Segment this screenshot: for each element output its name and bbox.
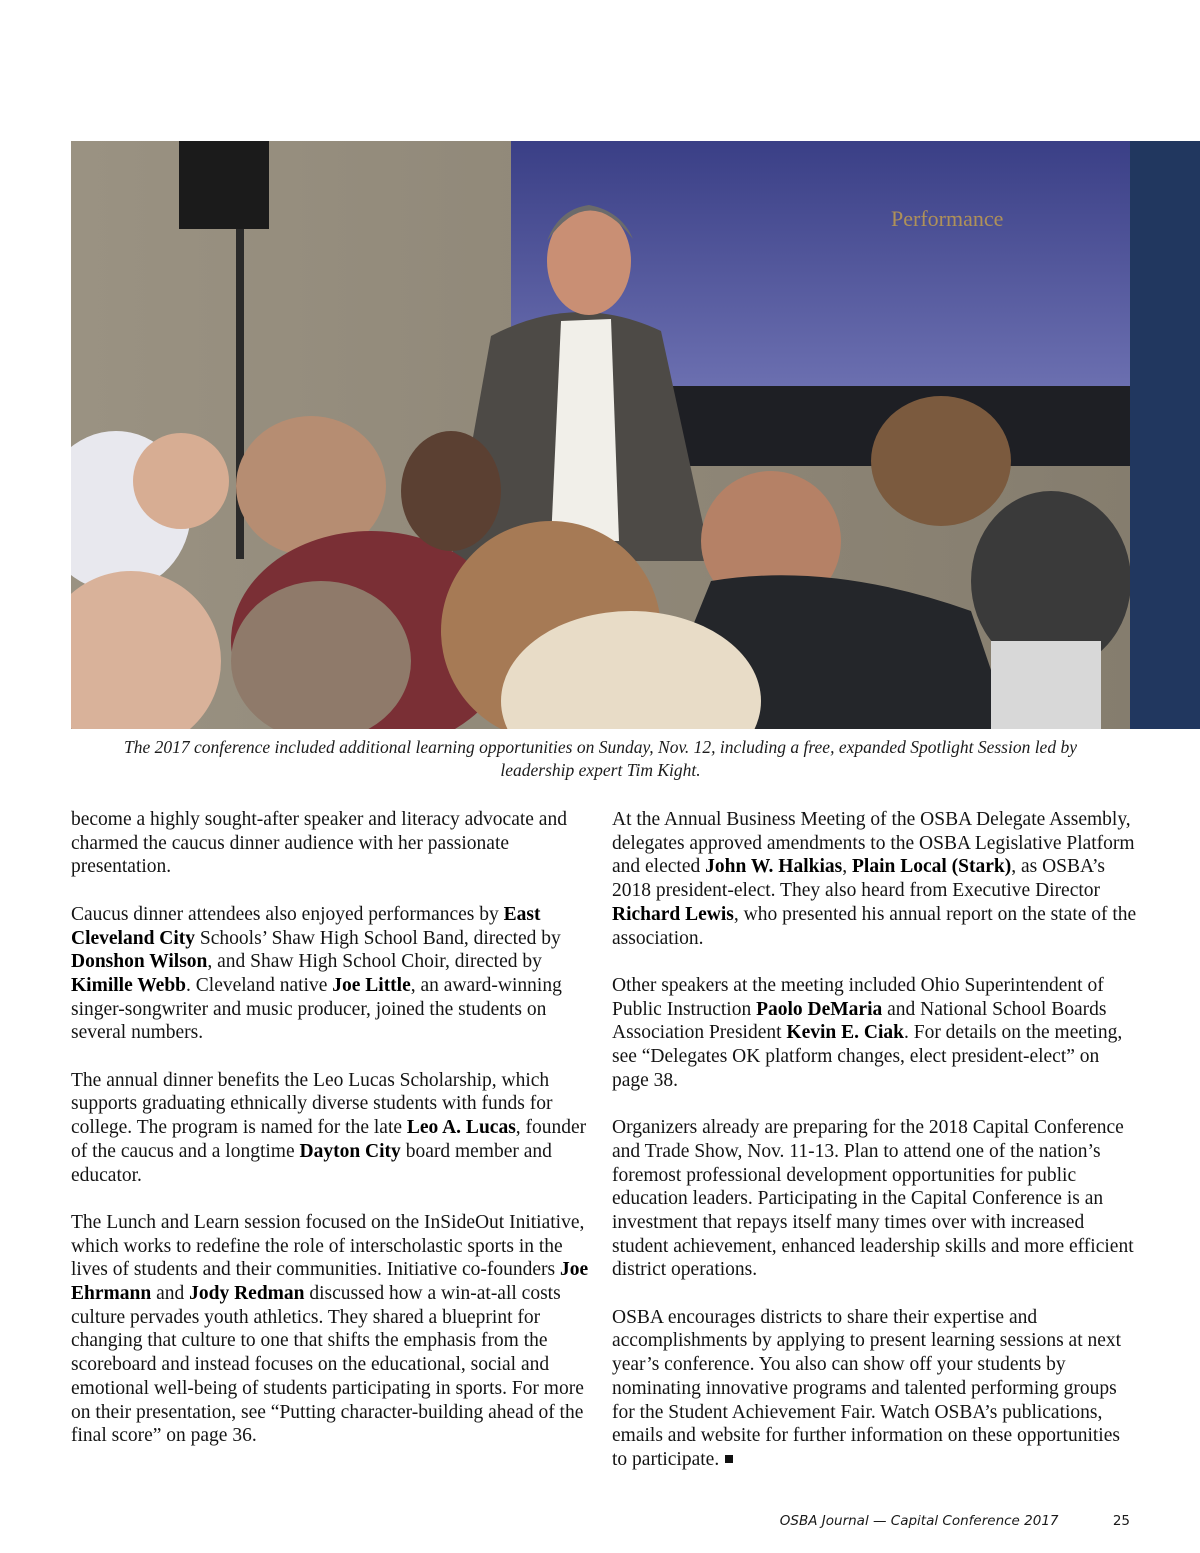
- name-bold: Joe Ehrmann: [71, 1259, 589, 1305]
- name-bold: Dayton City: [299, 1140, 401, 1162]
- text-run: and National School Boards Association President: [612, 998, 1107, 1044]
- name-bold: John W. Halkias: [705, 856, 843, 878]
- text-run: , founder of the caucus and a longtime: [71, 1117, 587, 1162]
- paragraph: [612, 974, 1137, 1093]
- left-column: [71, 808, 591, 1472]
- text-run: discussed how a win-at-all costs culture pervades youth athletics. They shared a blueprint for changing that culture to one that shifts the emphasis from the scoreboard and instead focuses on the educational, social and emotional well-being of students participating in sports. For more on their presentation, see “Putting character-building ahead of the final score” on page 36.: [71, 1283, 584, 1447]
- paragraph: [71, 903, 591, 1045]
- text-run: Schools’ Shaw High School Band, directed by: [195, 927, 561, 949]
- text-run: , who presented his annual report on the state of the association.: [612, 903, 1137, 949]
- text-run: Caucus dinner attendees also enjoyed performances by: [71, 903, 504, 925]
- name-bold: Joe Little: [332, 974, 411, 996]
- text-run: OSBA encourages districts to share their expertise and accomplishments by applying to present learning sessions at next year’s conference. You also can show off your students by nominating innovative programs and talented performing groups for the Student Achievement Fair. Watch OSBA’s publications, emails and website for further information on these opportunities to participate.: [612, 1306, 1122, 1470]
- publication-name: OSBA Journal — Capital Conference 2017: [779, 1513, 1059, 1529]
- text-run: ,: [842, 856, 852, 878]
- accent-band: [1130, 141, 1200, 729]
- right-column: [612, 808, 1137, 1495]
- name-bold: Paolo DeMaria: [756, 998, 883, 1020]
- paragraph: [612, 1306, 1137, 1472]
- name-bold: East Cleveland City: [71, 903, 541, 949]
- paragraph: [612, 808, 1137, 950]
- text-run: The annual dinner benefits the Leo Lucas Scholarship, which supports graduating ethnically diverse students with funds for college. The program is named for the late: [71, 1069, 553, 1139]
- name-bold: Kevin E. Ciak: [786, 1022, 904, 1044]
- text-run: The Lunch and Learn session focused on the InSideOut Initiative, which works to redefine the role of interscholastic sports in the lives of students and their communities. Initiative co-founders: [71, 1211, 585, 1281]
- text-run: and: [151, 1283, 190, 1305]
- page-footer: [780, 1513, 1130, 1529]
- text-run: become a highly sought-after speaker and literacy advocate and charmed the caucus dinner audience with her passionate presentation.: [71, 809, 567, 878]
- screen-text: Performance: [891, 206, 1004, 231]
- text-run: , and Shaw High School Choir, directed by: [207, 951, 542, 973]
- name-bold: Plain Local (Stark): [851, 856, 1012, 878]
- text-run: . For details on the meeting, see “Delegates OK platform changes, elect president-elect” on page 38.: [612, 1022, 1123, 1091]
- paragraph: [71, 808, 591, 879]
- end-of-article-mark: [725, 1455, 733, 1463]
- text-run: Organizers already are preparing for the 2018 Capital Conference and Trade Show, Nov. 11-13. Plan to attend one of the nation’s foremost professional development opportunities for public education leaders. Participating in the Capital Conference is an investment that repays itself many times over with increased student achievement, enhanced leadership skills and more efficient district operations.: [612, 1117, 1134, 1281]
- conference-photo: [71, 141, 1130, 729]
- name-bold: Leo A. Lucas: [406, 1117, 516, 1139]
- caption-line-1: The 2017 conference included additional learning opportunities on Sunday, Nov. 12, including a free, expanded Spotlight Session led by: [124, 737, 1077, 757]
- name-bold: Kimille Webb: [71, 974, 187, 996]
- paragraph: [71, 1211, 591, 1448]
- paragraph: [612, 1116, 1137, 1282]
- text-run: At the Annual Business Meeting of the OSBA Delegate Assembly, delegates approved amendments to the OSBA Legislative Platform and elected: [612, 809, 1135, 878]
- text-run: Other speakers at the meeting included Ohio Superintendent of Public Instruction: [612, 974, 1104, 1020]
- text-run: , as OSBA’s 2018 president-elect. They also heard from Executive Director: [612, 856, 1105, 902]
- text-run: board member and educator.: [71, 1140, 552, 1186]
- conference-photo-illustration: [71, 141, 1130, 729]
- caption-line-2: leadership expert Tim Kight.: [500, 760, 701, 780]
- text-run: , an award-winning singer-songwriter and music producer, joined the students on several numbers.: [71, 974, 562, 1044]
- name-bold: Donshon Wilson: [71, 951, 208, 973]
- photo-caption: [71, 736, 1130, 782]
- text-run: . Cleveland native: [186, 974, 333, 996]
- page-number: 25: [1112, 1513, 1130, 1529]
- name-bold: Richard Lewis: [612, 903, 734, 925]
- paragraph: [71, 1069, 591, 1188]
- name-bold: Jody Redman: [189, 1283, 305, 1305]
